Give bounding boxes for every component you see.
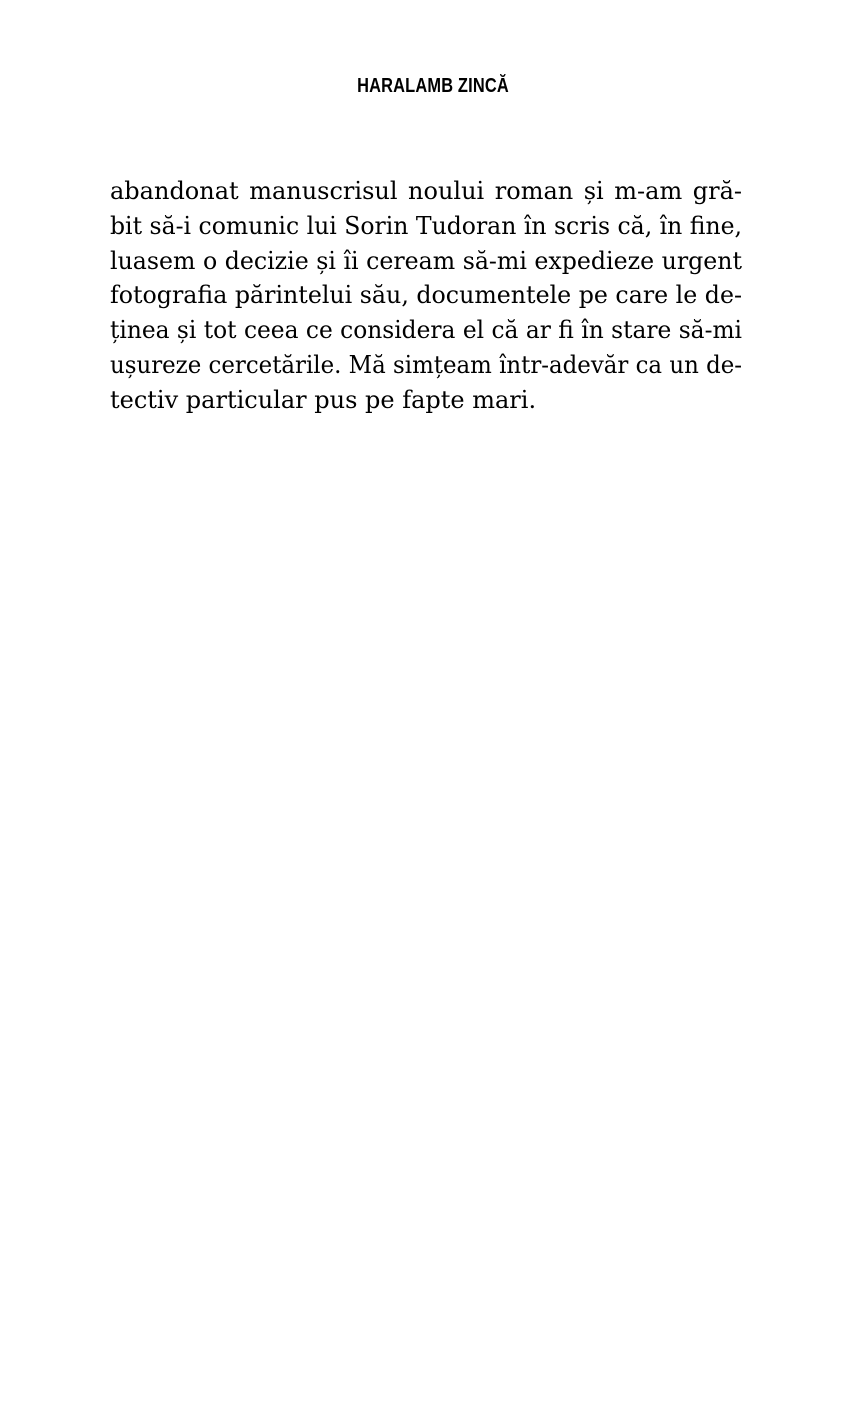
text-line: ținea și tot ceea ce considera el că ar fi în stare să-mi [110, 316, 742, 345]
text-line: bit să-i comunic lui Sorin Tudoran în scris că, în fine, [110, 211, 742, 240]
text-line: ușureze cercetările. Mă simțeam într-adevăr ca un de- [110, 350, 742, 379]
text-line: abandonat manuscrisul noului roman și m-am gră- [110, 177, 742, 205]
text-line: luasem o decizie și îi ceream să-mi expedieze urgent [110, 246, 742, 275]
text-line: tectiv particular pus pe fapte mari. [110, 385, 537, 414]
running-header-author: HARALAMB ZINCĂ [357, 75, 509, 97]
text-line: fotografia părintelui său, documentele pe care le de- [110, 281, 742, 310]
body-paragraph [110, 174, 742, 418]
